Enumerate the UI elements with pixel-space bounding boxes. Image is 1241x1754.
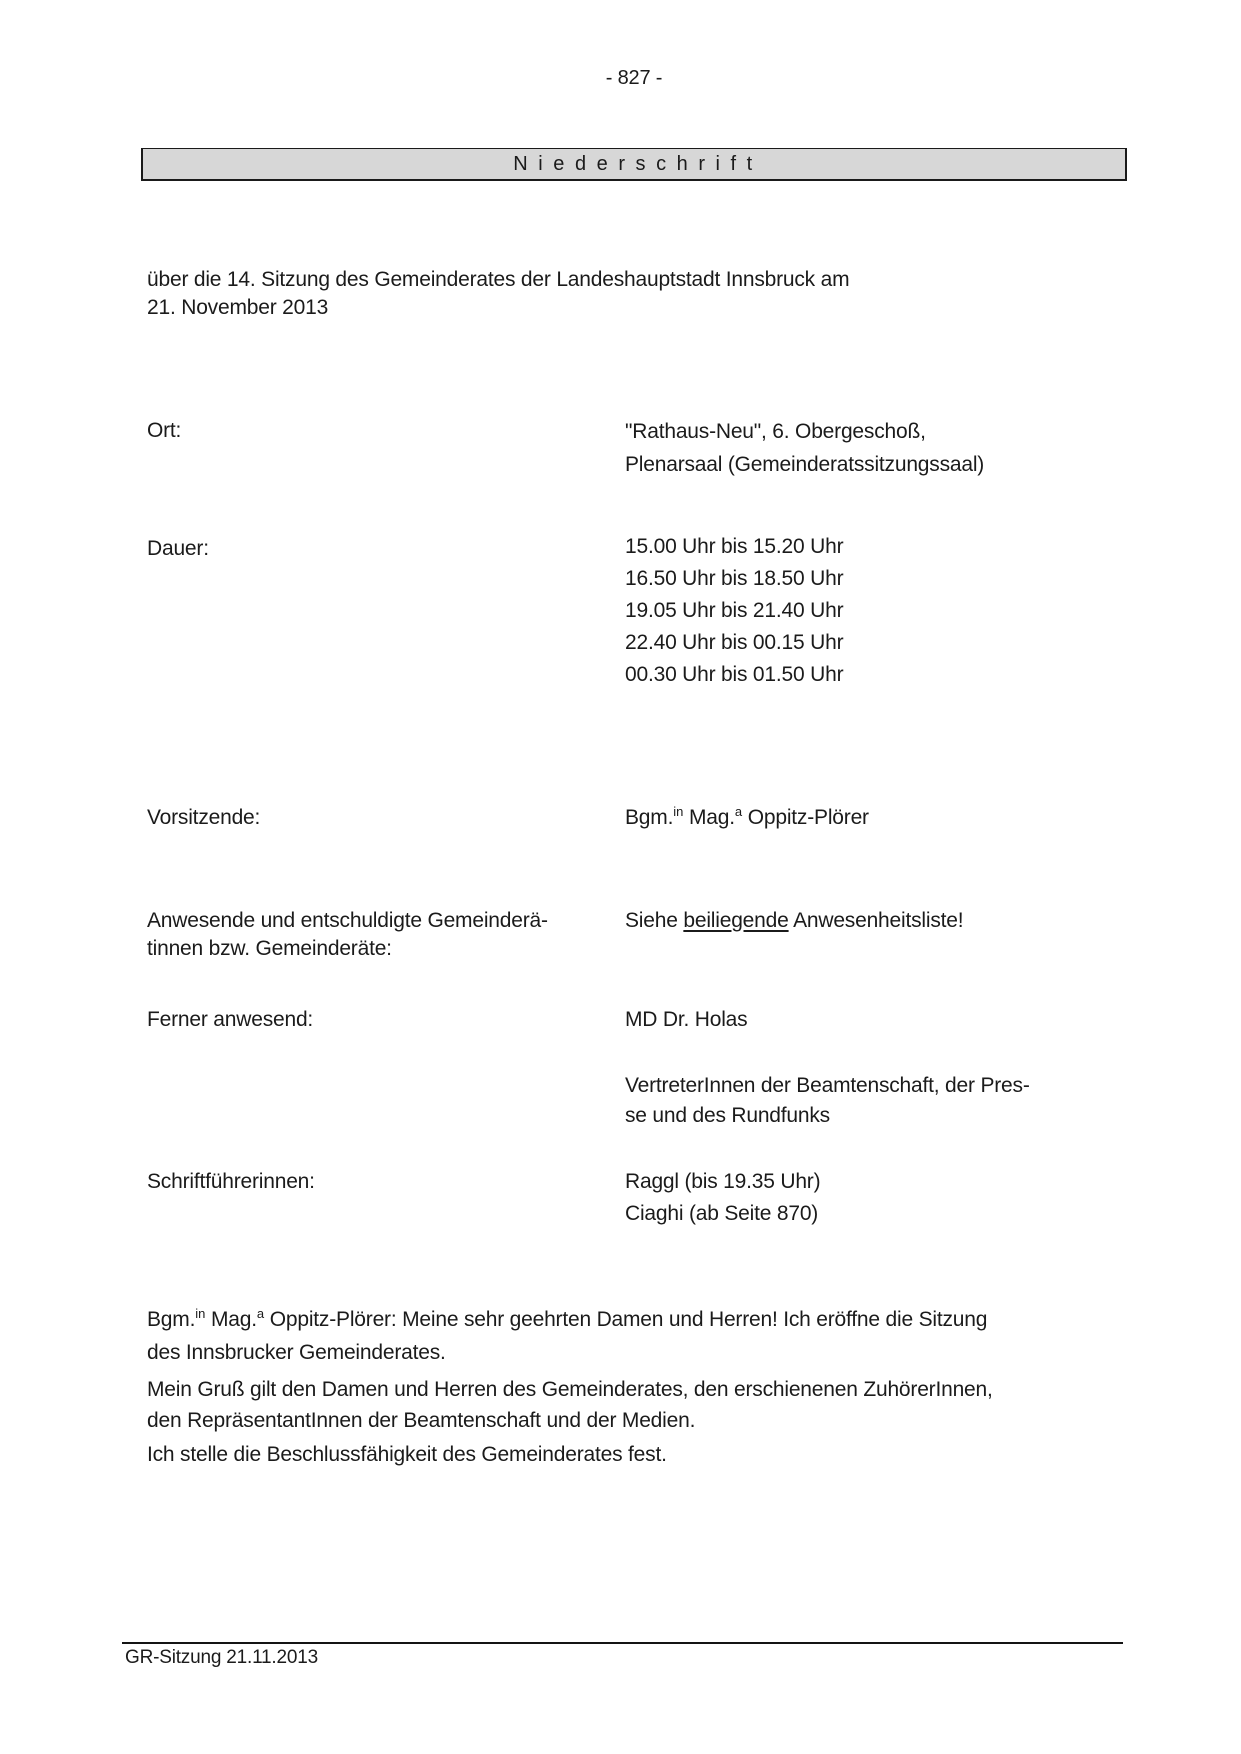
title-box-text: N i e d e r s c h r i f t — [513, 152, 755, 175]
ort-value-line-1: "Rathaus-Neu", 6. Obergeschoß, — [625, 420, 926, 443]
body-paragraph-1 — [147, 1304, 1147, 1368]
footer-rule — [122, 1642, 1123, 1644]
dauer-time-1: 15.00 Uhr bis 15.20 Uhr — [625, 535, 844, 558]
superscript-in: in — [673, 804, 684, 819]
dauer-time-3: 19.05 Uhr bis 21.40 Uhr — [625, 599, 844, 622]
ort-value-line-2: Plenarsaal (Gemeinderatssitzungssaal) — [625, 453, 985, 476]
vorsitzende-value-part: Bgm. — [625, 806, 674, 829]
vorsitzende-value — [625, 802, 1165, 836]
body-paragraph-2 — [147, 1374, 1147, 1436]
schriftfuehrerinnen-value-line-1: Raggl (bis 19.35 Uhr) — [625, 1170, 821, 1193]
underlined-word: beiliegende — [683, 909, 789, 932]
page-number: - 827 - — [605, 67, 663, 89]
vertreter-line-1: VertreterInnen der Beamtenschaft, der Pres- — [625, 1074, 1030, 1097]
body-p2-line-2: den RepräsentantInnen der Beamtenschaft und der Medien. — [147, 1409, 696, 1432]
vertreter-line-2: se und des Rundfunks — [625, 1104, 830, 1127]
anwesende-value-part: Siehe — [625, 909, 684, 932]
dauer-value — [625, 531, 1165, 691]
ort-value — [625, 415, 1165, 481]
ferner-label: Ferner anwesend: — [147, 1008, 314, 1031]
vorsitzende-value-part: Mag. — [683, 806, 735, 829]
body-p1-line-1 — [147, 1304, 1147, 1337]
dauer-time-4: 22.40 Uhr bis 00.15 Uhr — [625, 631, 844, 654]
vertreter-block — [625, 1071, 1165, 1131]
schriftfuehrerinnen-value — [625, 1166, 1165, 1230]
anwesende-label-line-1: Anwesende und entschuldigte Gemeinderä- — [147, 909, 548, 932]
body-paragraph-3: Ich stelle die Beschlussfähigkeit des Gemeinderates fest. — [147, 1443, 667, 1466]
intro-line-2: 21. November 2013 — [147, 296, 329, 319]
body-p1-part: Oppitz-Plörer: Meine sehr geehrten Damen und Herren! Ich eröffne die Sitzung — [264, 1308, 988, 1331]
anwesende-value — [625, 905, 1165, 937]
anwesende-label — [147, 907, 597, 963]
schriftfuehrerinnen-label: Schriftführerinnen: — [147, 1170, 315, 1193]
body-p1-line-2: des Innsbrucker Gemeinderates. — [147, 1341, 446, 1364]
anwesende-value-part: Anwesenheitsliste! — [788, 909, 964, 932]
vorsitzende-label: Vorsitzende: — [147, 806, 261, 829]
body-p2-line-1: Mein Gruß gilt den Damen und Herren des Gemeinderates, den erschienenen ZuhörerInnen, — [147, 1378, 993, 1401]
superscript-a: a — [256, 1306, 265, 1321]
intro-paragraph — [147, 266, 907, 322]
dauer-time-5: 00.30 Uhr bis 01.50 Uhr — [625, 663, 844, 686]
body-p1-part: Mag. — [205, 1308, 257, 1331]
vorsitzende-value-part: Oppitz-Plörer — [742, 806, 869, 829]
schriftfuehrerinnen-value-line-2: Ciaghi (ab Seite 870) — [625, 1202, 819, 1225]
title-box — [141, 148, 1127, 181]
body-p1-part: Bgm. — [147, 1308, 196, 1331]
superscript-a: a — [734, 804, 743, 819]
ferner-value: MD Dr. Holas — [625, 1008, 748, 1031]
dauer-time-2: 16.50 Uhr bis 18.50 Uhr — [625, 567, 844, 590]
intro-line-1: über die 14. Sitzung des Gemeinderates der Landeshauptstadt Innsbruck am — [147, 268, 850, 291]
ort-label: Ort: — [147, 419, 182, 442]
superscript-in: in — [195, 1306, 206, 1321]
dauer-label: Dauer: — [147, 537, 209, 560]
footer-text: GR-Sitzung 21.11.2013 — [125, 1647, 318, 1668]
anwesende-label-line-2: tinnen bzw. Gemeinderäte: — [147, 937, 392, 960]
